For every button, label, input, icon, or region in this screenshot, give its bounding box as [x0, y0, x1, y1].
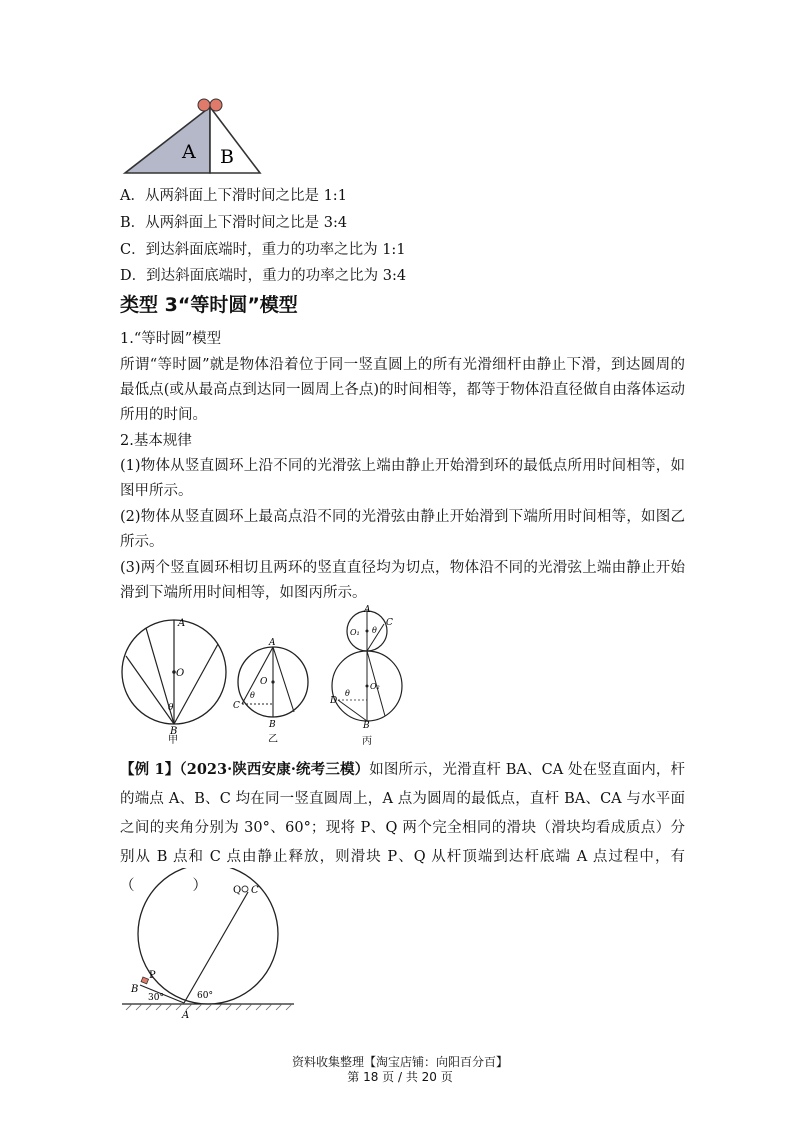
ball-left — [198, 99, 210, 111]
label-a: A — [182, 141, 196, 163]
jia-label-b: B — [170, 726, 178, 737]
jia-caption: 甲 — [168, 735, 178, 744]
bing-label-theta-bottom: θ — [345, 689, 350, 698]
footer-source: 资料收集整理【淘宝店铺：向阳百分百】 — [291, 1055, 508, 1069]
subheading-1: 1.“等时圆”模型 — [120, 331, 222, 347]
example-tag: 【例 1】（2023·陕西安康·统考三模） — [120, 761, 370, 778]
bing-label-c: C — [386, 618, 393, 628]
fig-label-a: A — [182, 1010, 190, 1020]
yi-label-o: O — [260, 677, 268, 687]
bing-label-theta-top: θ — [372, 626, 377, 635]
figure-jia — [118, 612, 230, 744]
rule-2: (2)物体从竖直圆环上最高点沿不同的光滑弦由静止开始滑到下端所用时间相等，如图乙所示。 — [120, 509, 685, 550]
ball-right — [210, 99, 222, 111]
jia-label-o: O — [176, 668, 185, 679]
jia-label-a: A — [178, 618, 186, 629]
figure-yi — [228, 636, 318, 742]
option-d: D．到达斜面底端时，重力的功率之比为 3:4 — [120, 268, 407, 284]
fig-label-p: P — [149, 970, 156, 981]
yi-label-a: A — [269, 638, 276, 648]
figure-bing — [330, 604, 410, 746]
yi-label-c: C — [233, 701, 240, 711]
wedge-slope-a — [125, 107, 210, 173]
label-b: B — [220, 146, 234, 168]
yi-label-b: B — [269, 720, 276, 730]
rule-1: (1)物体从竖直圆环上沿不同的光滑弦上端由静止开始滑到环的最低点所用时间相等，如图甲所示。 — [120, 458, 685, 499]
footer-page-number: 第 18 页 / 共 20 页 — [347, 1070, 453, 1084]
bing-label-o1: O₁ — [350, 628, 360, 637]
subheading-2: 2.基本规律 — [120, 433, 192, 449]
option-b: B．从两斜面上下滑时间之比是 3:4 — [120, 215, 348, 231]
fig-angle-60: 60° — [197, 991, 213, 1001]
fig-label-c: C — [251, 885, 259, 896]
rule-3: (3)两个竖直圆环相切且两环的竖直直径均为切点，物体沿不同的光滑弦上端由静止开始滑到下端所用时间相等，如图丙所示。 — [120, 560, 685, 601]
yi-label-theta: θ — [250, 691, 255, 700]
example-text: 如图所示，光滑直杆 BA、CA 处在竖直面内，杆的端点 A、B、C 均在同一竖直圆周上，A 点为圆周的最低点，直杆 BA、CA 与水平面之间的夹角分别为 30°、60°；现将 P、Q 两个完全相同的滑块（滑块均看成质点）分别从 B 点和 C 点由静止释放，则滑块 P、Q 从杆顶端到达杆底端 A 点过程中，有（ ） — [120, 762, 685, 894]
option-c: C．到达斜面底端时，重力的功率之比为 1:1 — [120, 242, 406, 258]
section-title: 类型 3“等时圆”模型 — [120, 294, 298, 316]
yi-caption: 乙 — [268, 734, 278, 742]
bing-label-o2: O₂ — [370, 682, 380, 691]
fig-label-q: Q — [233, 885, 242, 896]
bing-label-a: A — [364, 605, 371, 615]
fig-angle-30: 30° — [148, 993, 164, 1003]
bing-label-d: D — [330, 696, 338, 706]
wedge-slope-b — [210, 107, 260, 173]
jia-label-theta: θ — [168, 703, 174, 713]
bing-label-b: B — [363, 721, 370, 731]
example-figure — [118, 868, 298, 1020]
option-a: A．从两斜面上下滑时间之比是 1:1 — [120, 188, 347, 204]
fig-label-b: B — [131, 984, 139, 995]
wedge-figure — [120, 95, 280, 177]
paragraph-definition: 所谓“等时圆”就是物体沿着位于同一竖直圆上的所有光滑细杆由静止下滑，到达圆周的最低点(或从最高点到达同一圆周上各点)的时间相等，都等于物体沿直径做自由落体运动所用的时间。 — [120, 357, 685, 423]
bing-caption: 丙 — [362, 736, 372, 746]
